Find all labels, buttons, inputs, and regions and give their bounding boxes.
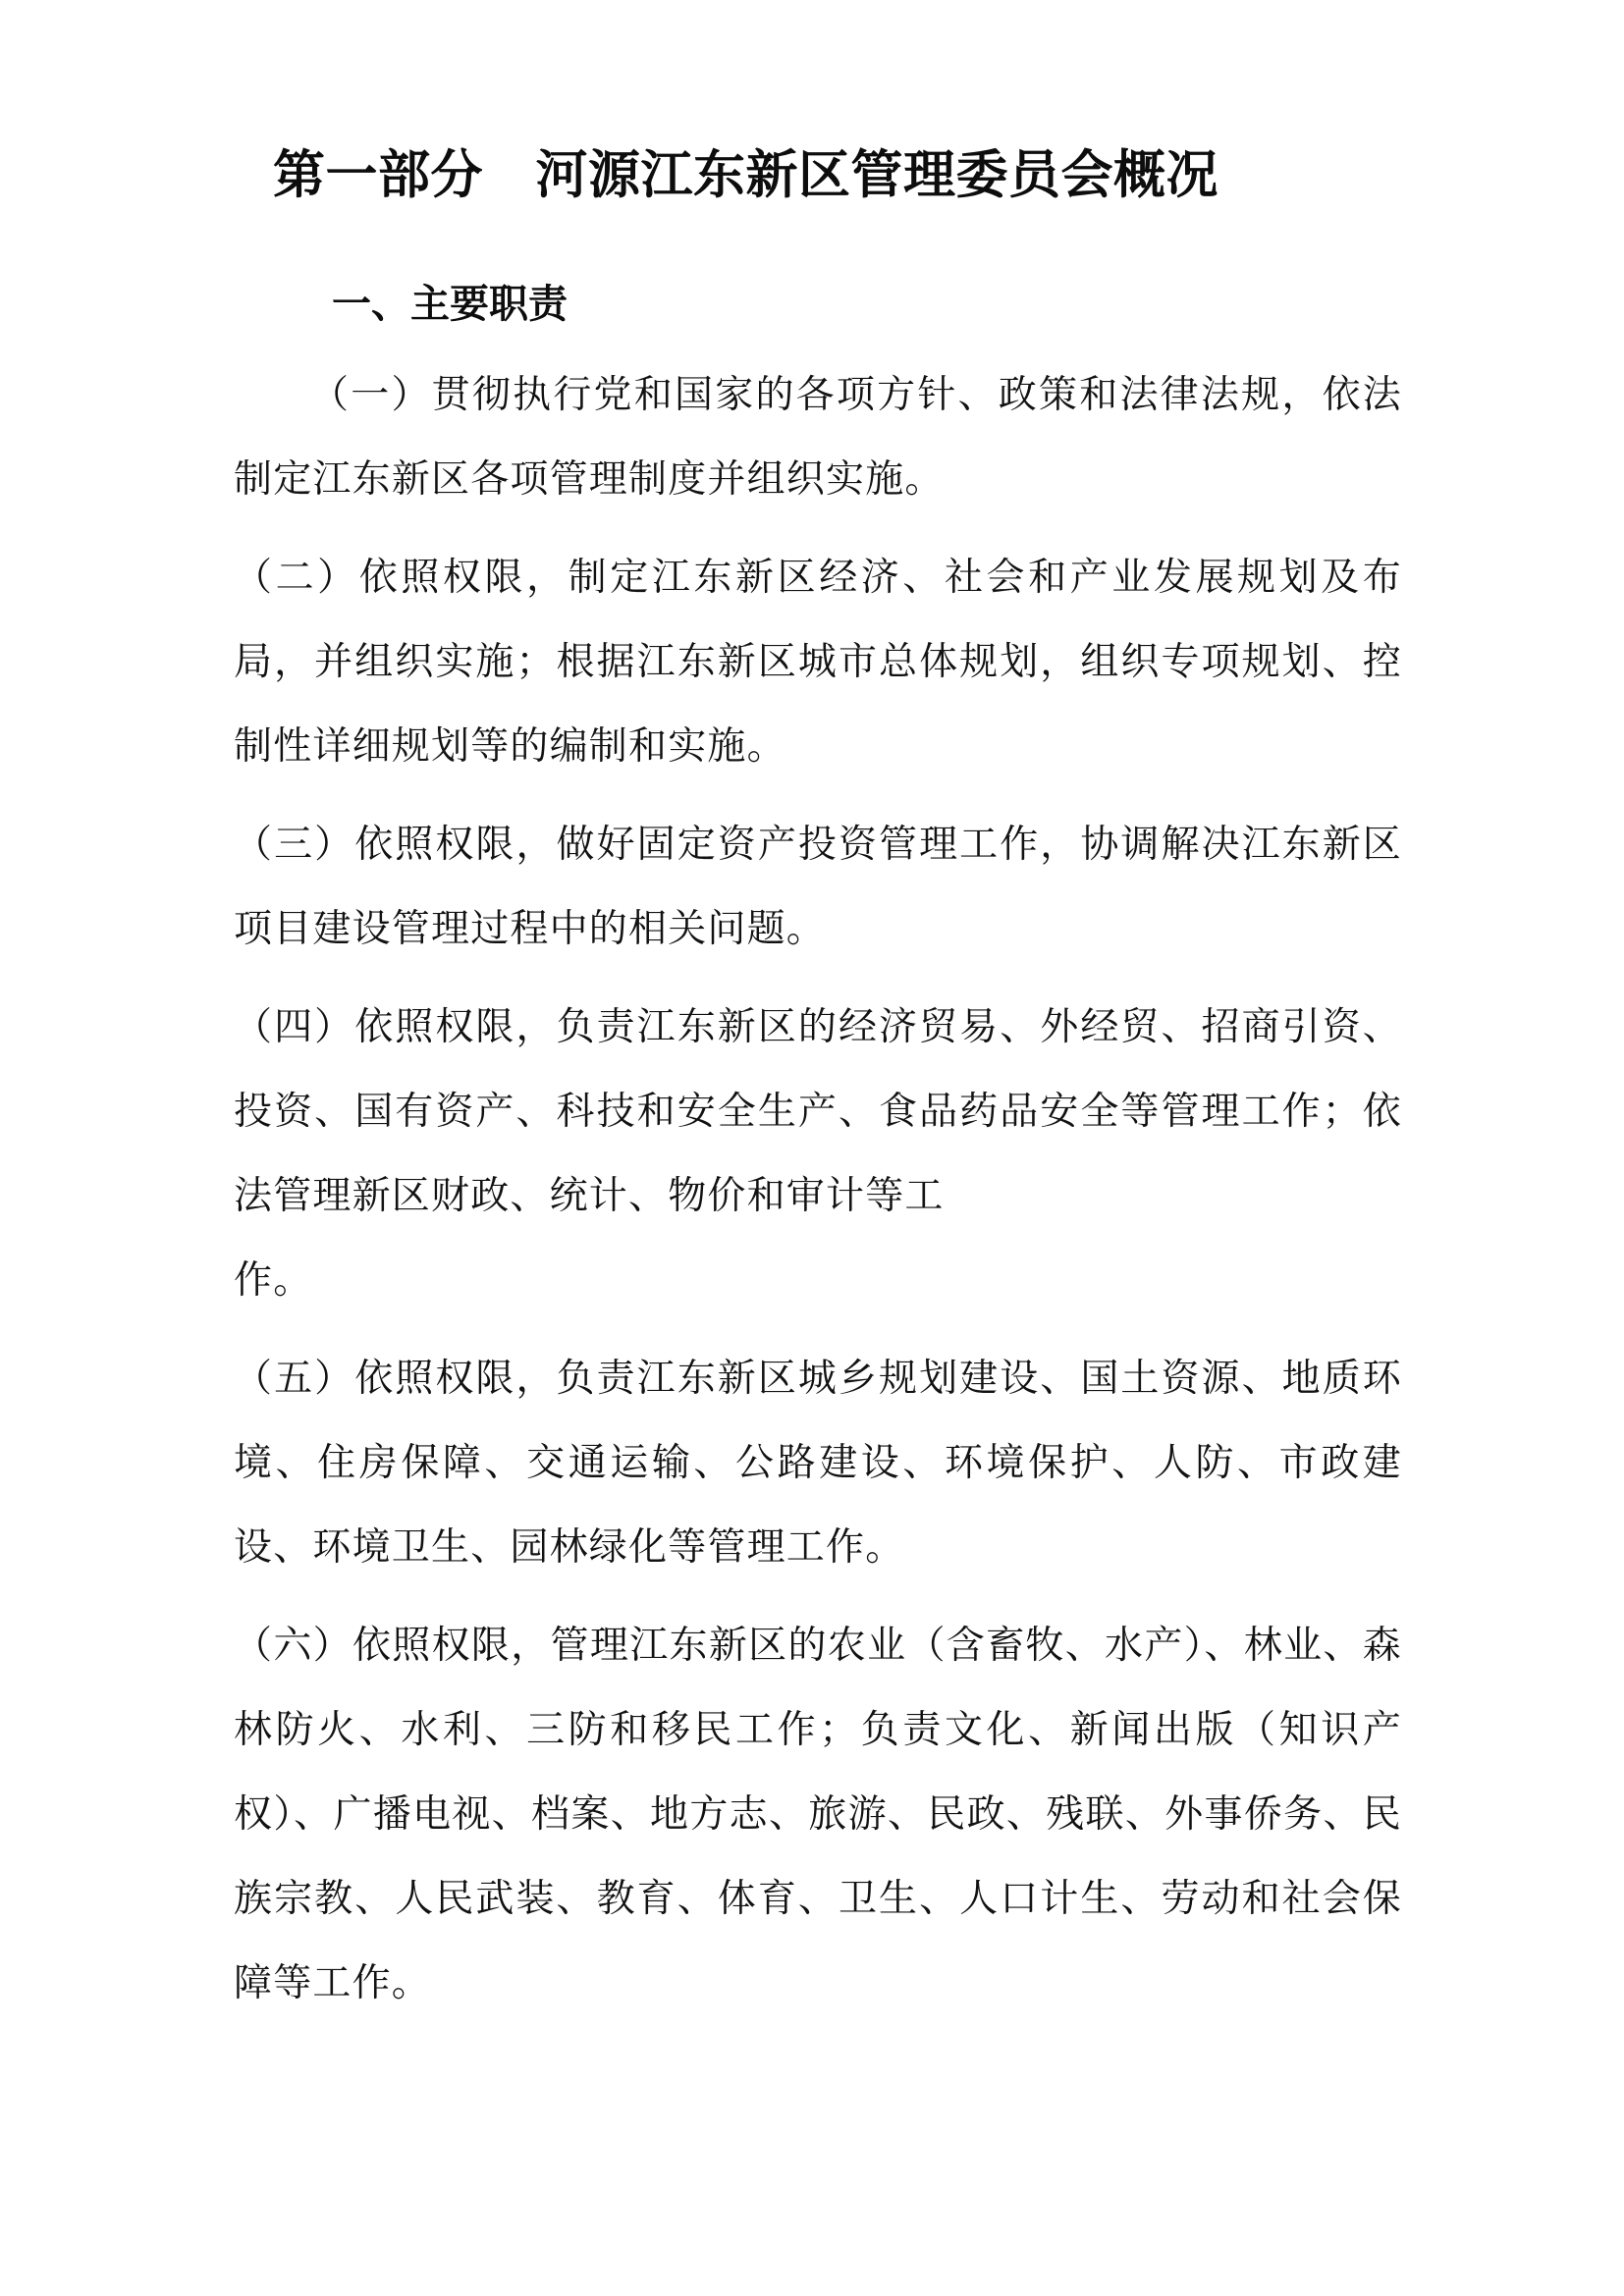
body-text-block (234, 353, 1402, 2026)
section-heading-main-duties: 一、主要职责 (332, 283, 568, 327)
paragraph-item-2: （二）依照权限，制定江东新区经济、社会和产业发展规划及布局，并组织实施；根据江东新区城市总体规划，组织专项规划、控制性详细规划等的编制和实施。 (234, 557, 1402, 769)
paragraph-item-6: （六）依照权限，管理江东新区的农业（含畜牧、水产）、林业、森林防火、水利、三防和移民工作；负责文化、新闻出版（知识产权）、广播电视、档案、地方志、旅游、民政、残联、外事侨务、民族宗教、人民武装、教育、体育、卫生、人口计生、劳动和社会保障等工作。 (234, 1625, 1402, 2005)
paragraph-item-3: （三）依照权限，做好固定资产投资管理工作，协调解决江东新区项目建设管理过程中的相关问题。 (234, 824, 1402, 951)
paragraph-item-4: （四）依照权限，负责江东新区的经济贸易、外经贸、招商引资、投资、国有资产、科技和安全生产、食品药品安全等管理工作；依法管理新区财政、统计、物价和审计等工 (234, 1006, 1402, 1218)
paragraph-item-5: （五）依照权限，负责江东新区城乡规划建设、国土资源、地质环境、住房保障、交通运输、公路建设、环境保护、人防、市政建设、环境卫生、园林绿化等管理工作。 (234, 1358, 1402, 1570)
paragraph-item-4-continuation: 作。 (234, 1259, 313, 1303)
page-title: 第一部分 河源江东新区管理委员会概况 (273, 146, 1218, 204)
paragraph-item-1: （一）贯彻执行党和国家的各项方针、政策和法律法规，依法制定江东新区各项管理制度并组织实施。 (234, 374, 1402, 502)
page-content-column (234, 0, 1402, 2026)
